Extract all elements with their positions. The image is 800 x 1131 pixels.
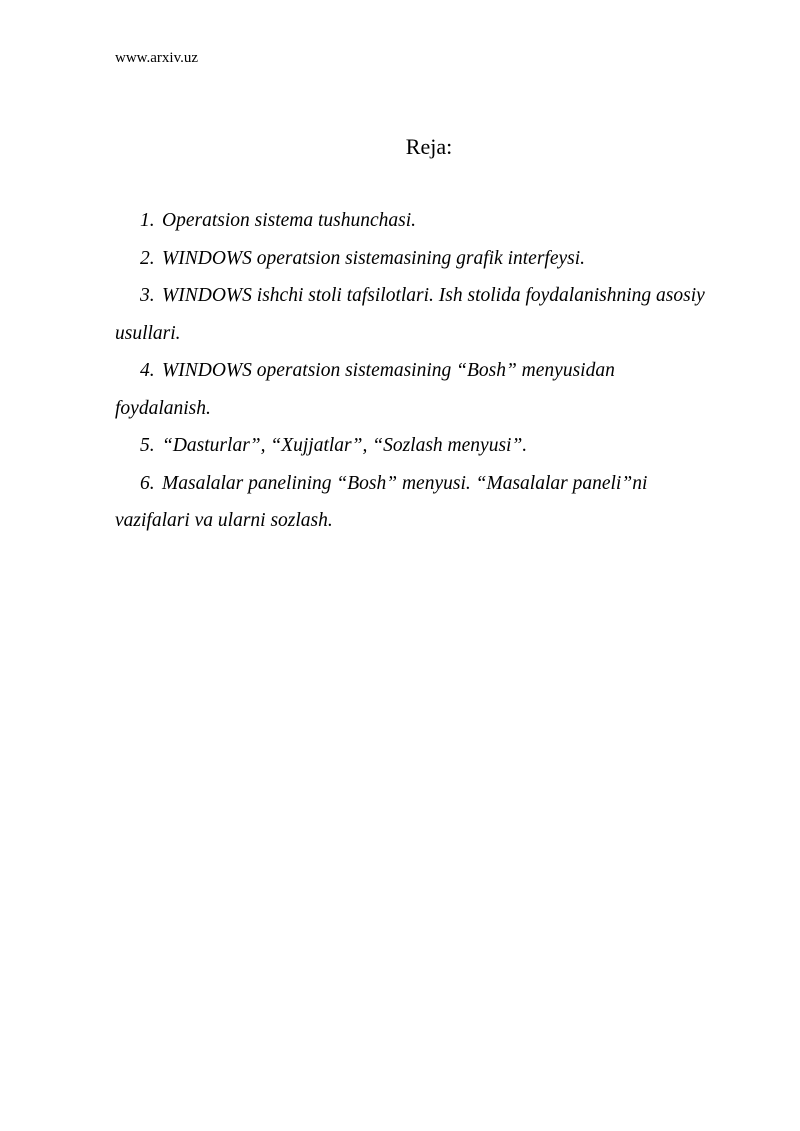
plan-item-text: Operatsion sistema tushunchasi. — [162, 210, 417, 231]
plan-item — [115, 240, 715, 278]
plan-item-text: WINDOWS ishchi stoli tafsilotlari. Ish stolida foydalanishning asosiy usullari. — [115, 285, 705, 344]
plan-item — [115, 352, 715, 427]
plan-item-number: 6. — [140, 472, 155, 494]
plan-item — [115, 202, 715, 240]
plan-item — [115, 277, 715, 352]
plan-item-text: WINDOWS operatsion sistemasining “Bosh” menyusidan foydalanish. — [115, 360, 615, 419]
plan-list — [115, 202, 715, 540]
plan-item-text: “Dasturlar”, “Xujjatlar”, “Sozlash menyusi”. — [162, 435, 528, 456]
plan-item — [115, 427, 715, 465]
plan-item-number: 5. — [140, 435, 155, 456]
plan-item — [115, 465, 715, 540]
page-title: Reja: — [405, 134, 453, 159]
plan-item-number: 2. — [140, 247, 155, 269]
plan-item-number: 3. — [140, 285, 155, 306]
plan-item-number: 1. — [140, 210, 155, 231]
site-header: www.arxiv.uz — [115, 50, 199, 66]
plan-item-text: WINDOWS operatsion sistemasining grafik interfeysi. — [162, 247, 586, 269]
plan-item-number: 4. — [140, 360, 155, 381]
plan-item-text: Masalalar panelining “Bosh” menyusi. “Masalalar paneli”ni vazifalari va ularni sozlash. — [115, 472, 648, 531]
